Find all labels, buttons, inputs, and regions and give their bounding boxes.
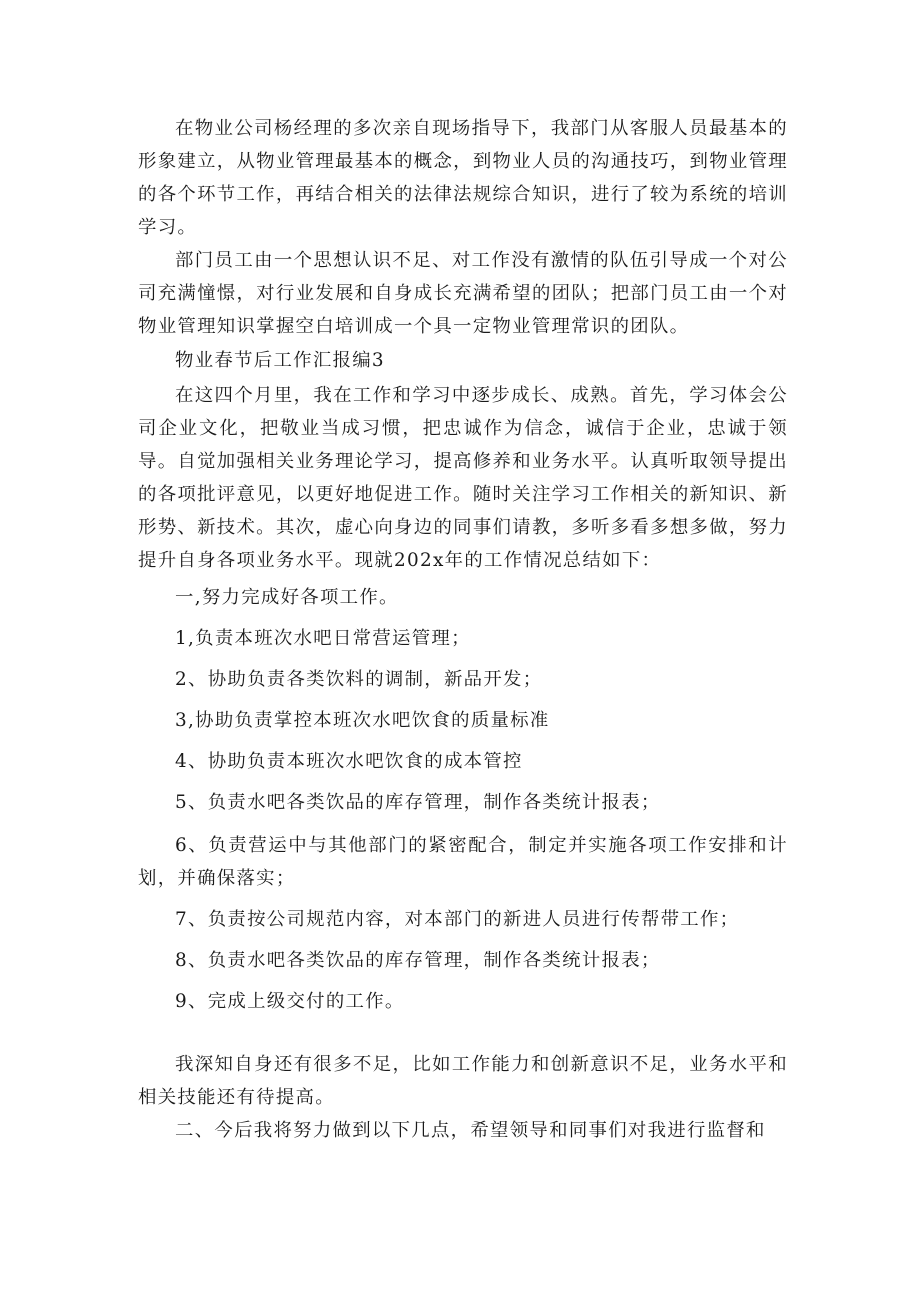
list-item: 8、负责水吧各类饮品的库存管理，制作各类统计报表；	[175, 950, 661, 971]
document-body	[138, 112, 788, 1147]
list-item: 5、负责水吧各类饮品的库存管理，制作各类统计报表；	[175, 792, 661, 813]
paragraph-reflection: 我深知自身还有很多不足，比如工作能力和创新意识不足，业务水平和相关技能还有待提高。	[138, 1054, 788, 1108]
section-title: 物业春节后工作汇报编3	[175, 350, 385, 371]
list-item: 4、协助负责本班次水吧饮食的成本管控	[175, 751, 523, 772]
paragraph-intro: 在这四个月里，我在工作和学习中逐步成长、成熟。首先，学习体会公司企业文化，把敬业当成习惯，把忠诚作为信念，诚信于企业，忠诚于领导。自觉加强相关业务理论学习，提高修养和业务水平。认真听取领导提出的各项批评意见，以更好地促进工作。随时关注学习工作相关的新知识、新形势、新技术。其次，虚心向身边的同事们请教，多听多看多想多做，努力提升自身各项业务水平。现就202x年的工作情况总结如下：	[138, 385, 788, 571]
list-item: 3,协助负责掌控本班次水吧饮食的质量标准	[175, 710, 550, 731]
paragraph-training: 在物业公司杨经理的多次亲自现场指导下，我部门从客服人员最基本的形象建立，从物业管理最基本的概念，到物业人员的沟通技巧，到物业管理的各个环节工作，再结合相关的法律法规综合知识，进行了较为系统的培训学习。	[138, 118, 788, 238]
part-two-title: 二、今后我将努力做到以下几点，希望领导和同事们对我进行监督和	[175, 1120, 766, 1141]
list-item: 6、负责营运中与其他部门的紧密配合，制定并实施各项工作安排和计划，并确保落实；	[138, 835, 788, 889]
list-item: 2、协助负责各类饮料的调制，新品开发；	[175, 669, 543, 690]
part-one-title: 一,努力完成好各项工作。	[175, 587, 399, 608]
spacer	[138, 1022, 788, 1048]
list-item: 1,负责本班次水吧日常营运管理；	[175, 628, 471, 649]
list-item: 7、负责按公司规范内容，对本部门的新进人员进行传帮带工作；	[175, 909, 740, 930]
paragraph-team: 部门员工由一个思想认识不足、对工作没有激情的队伍引导成一个对公司充满憧憬，对行业发展和自身成长充满希望的团队；把部门员工由一个对物业管理知识掌握空白培训成一个具一定物业管理常识的团队。	[138, 250, 788, 337]
list-item: 9、完成上级交付的工作。	[175, 991, 405, 1012]
